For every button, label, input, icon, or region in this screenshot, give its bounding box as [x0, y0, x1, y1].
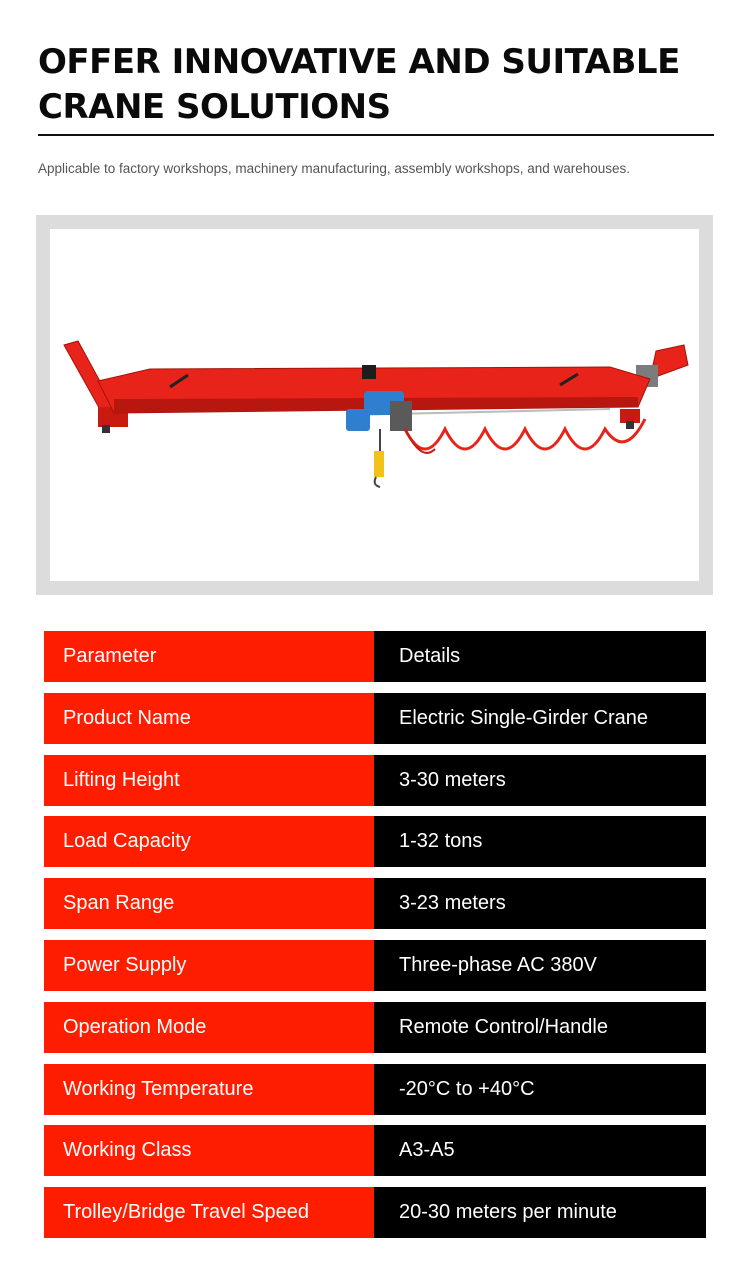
param-cell: Working Temperature [44, 1064, 374, 1115]
spec-table [44, 631, 706, 1249]
param-cell: Load Capacity [44, 816, 374, 867]
title-line-2: CRANE SOLUTIONS [38, 87, 391, 127]
detail-cell: 20-30 meters per minute [374, 1187, 706, 1238]
detail-cell: 3-23 meters [374, 878, 706, 929]
param-cell: Lifting Height [44, 755, 374, 806]
subtitle: Applicable to factory workshops, machinery manufacturing, assembly workshops, and warehouses. [38, 161, 631, 176]
table-row [44, 1002, 706, 1053]
detail-cell: -20°C to +40°C [374, 1064, 706, 1115]
table-row [44, 1187, 706, 1238]
param-cell: Span Range [44, 878, 374, 929]
detail-cell: Electric Single-Girder Crane [374, 693, 706, 744]
table-row [44, 755, 706, 806]
table-header-row [44, 631, 706, 682]
detail-cell: 1-32 tons [374, 816, 706, 867]
detail-cell: Three-phase AC 380V [374, 940, 706, 991]
param-cell: Operation Mode [44, 1002, 374, 1053]
detail-cell: Details [374, 631, 706, 682]
table-row [44, 1064, 706, 1115]
table-row [44, 693, 706, 744]
table-row [44, 816, 706, 867]
detail-cell: 3-30 meters [374, 755, 706, 806]
detail-cell: Remote Control/Handle [374, 1002, 706, 1053]
param-cell: Parameter [44, 631, 374, 682]
title-divider [38, 134, 714, 136]
param-cell: Trolley/Bridge Travel Speed [44, 1187, 374, 1238]
table-row [44, 878, 706, 929]
param-cell: Product Name [44, 693, 374, 744]
title-line-1: OFFER INNOVATIVE AND SUITABLE [38, 42, 680, 82]
table-row [44, 940, 706, 991]
table-row [44, 1125, 706, 1176]
crane-product-image [50, 229, 699, 581]
product-photo-frame [36, 215, 713, 595]
page-title [38, 40, 718, 130]
detail-cell: A3-A5 [374, 1125, 706, 1176]
single-girder-crane-illustration [50, 229, 699, 581]
param-cell: Working Class [44, 1125, 374, 1176]
param-cell: Power Supply [44, 940, 374, 991]
